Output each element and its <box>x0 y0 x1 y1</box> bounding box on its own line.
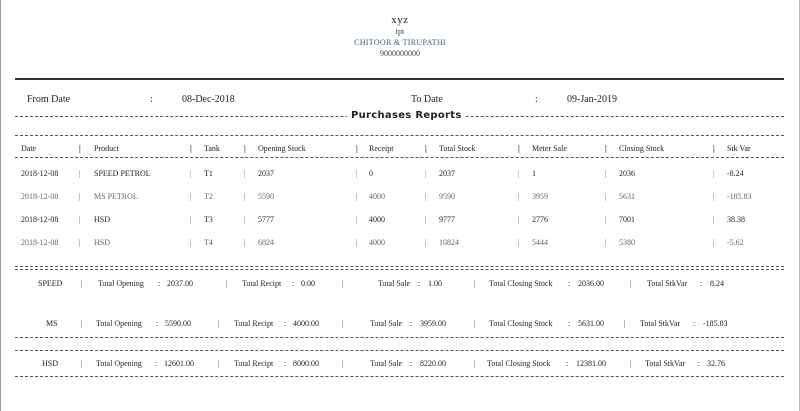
to-date-label: To Date <box>411 94 443 105</box>
summary-separator: : <box>284 319 287 328</box>
column-separator: | <box>713 215 715 224</box>
column-separator: | <box>474 279 476 288</box>
cell-closing-stock: 5380 <box>619 238 635 247</box>
column-separator: | <box>244 192 246 201</box>
column-separator: | <box>244 215 246 224</box>
cell-date: 2018-12-08 <box>21 238 59 247</box>
summary-opening-label: Total Opening <box>96 319 142 328</box>
column-separator: | <box>713 192 715 201</box>
cell-tank: T4 <box>204 238 213 247</box>
summary-separator: : <box>292 279 295 288</box>
summary-closing-label: Total Closing Stock <box>487 359 551 368</box>
report-title: Purchases Reports <box>347 110 466 121</box>
cell-date: 2018-12-08 <box>21 192 59 201</box>
column-separator: | <box>425 192 427 201</box>
summary-sale-value: 1.00 <box>428 279 442 288</box>
summary-receipt-label: Total Recipt <box>234 319 274 328</box>
cell-date: 2018-12-08 <box>21 169 59 178</box>
summary-closing-label: Total Closing Stock <box>489 279 553 288</box>
column-separator: | <box>342 319 344 328</box>
cell-date: 2018-12-08 <box>21 215 59 224</box>
column-separator: | <box>605 215 607 224</box>
from-date-value: 08-Dec-2018 <box>182 94 235 105</box>
cell-tank: T3 <box>204 215 213 224</box>
cell-total-stock: 9777 <box>439 215 455 224</box>
column-header-stk-var: Stk Var <box>727 144 751 153</box>
summary-separator: : <box>697 359 700 368</box>
summary-separator: : <box>693 319 696 328</box>
column-separator: | <box>630 279 632 288</box>
cell-closing-stock: 2036 <box>619 169 635 178</box>
column-separator: | <box>190 169 192 178</box>
summary-closing-value: 2036.00 <box>578 279 604 288</box>
table-top-divider <box>15 135 784 136</box>
summary-closing-value: 12381.00 <box>576 359 606 368</box>
summary-opening-value: 5590.00 <box>165 319 191 328</box>
summary-separator: : <box>158 279 161 288</box>
column-separator: | <box>244 144 246 153</box>
column-separator: | <box>226 279 228 288</box>
column-separator: | <box>79 169 81 178</box>
cell-total-stock: 10824 <box>439 238 459 247</box>
summary-var-value: -185.83 <box>703 319 728 328</box>
summary-receipt-value: 8000.00 <box>293 359 319 368</box>
summary-product: HSD <box>42 359 59 368</box>
column-header-opening-stock: Opening Stock <box>258 144 306 153</box>
column-separator: | <box>218 319 220 328</box>
summary-sale-label: Total Sale <box>378 279 411 288</box>
column-separator: | <box>425 169 427 178</box>
summary-product: SPEED <box>38 279 63 288</box>
column-separator: | <box>79 238 81 247</box>
column-header-tank: Tank <box>204 144 220 153</box>
column-separator: | <box>244 238 246 247</box>
cell-tank: T1 <box>204 169 213 178</box>
summary-var-label: Total StkVar <box>645 359 686 368</box>
from-date-separator: : <box>150 94 153 105</box>
summary-separator: : <box>410 319 413 328</box>
column-header-date: Date <box>21 144 37 153</box>
column-separator: | <box>81 359 83 368</box>
summary-sale-value: 3959.00 <box>420 319 446 328</box>
summary-separator: : <box>284 359 287 368</box>
column-separator: | <box>713 238 715 247</box>
company-line1: tpt <box>395 27 405 36</box>
summary-divider <box>15 266 784 267</box>
column-separator: | <box>79 215 81 224</box>
column-separator: | <box>356 192 358 201</box>
summary-separator: : <box>155 359 158 368</box>
summary-separator: : <box>156 319 159 328</box>
column-separator: | <box>81 279 83 288</box>
summary-separator: : <box>568 319 571 328</box>
summary-receipt-value: 4000.00 <box>293 319 319 328</box>
column-separator: | <box>218 359 220 368</box>
column-separator: | <box>518 238 520 247</box>
column-separator: | <box>190 238 192 247</box>
cell-product: SPEED PETROL <box>94 169 151 178</box>
column-separator: | <box>425 238 427 247</box>
column-separator: | <box>518 215 520 224</box>
from-date-label: From Date <box>27 94 71 105</box>
cell-product: MS PETROL <box>94 192 138 201</box>
cell-meter-sale: 5444 <box>532 238 548 247</box>
cell-product: HSD <box>94 238 111 247</box>
page-frame-left <box>0 0 1 411</box>
cell-receipt: 4000 <box>369 238 385 247</box>
column-separator: | <box>474 359 476 368</box>
summary-var-label: Total StkVar <box>647 279 688 288</box>
column-separator: | <box>605 192 607 201</box>
cell-opening-stock: 5590 <box>258 192 274 201</box>
cell-meter-sale: 1 <box>532 169 536 178</box>
company-address: CHITOOR & TIRUPATHI <box>354 38 446 47</box>
summary-separator: : <box>418 279 421 288</box>
summary-receipt-label: Total Recipt <box>242 279 282 288</box>
to-date-separator: : <box>535 94 538 105</box>
cell-opening-stock: 2037 <box>258 169 274 178</box>
summary-opening-value: 12601.00 <box>164 359 194 368</box>
summary-closing-label: Total Closing Stock <box>489 319 553 328</box>
summary-receipt-label: Total Recipt <box>234 359 274 368</box>
cell-meter-sale: 2776 <box>532 215 548 224</box>
summary-divider <box>15 350 784 351</box>
summary-separator: : <box>410 359 413 368</box>
column-separator: | <box>190 215 192 224</box>
company-name: xyz <box>391 14 409 26</box>
summary-var-value: 8.24 <box>710 279 724 288</box>
column-separator: | <box>624 319 626 328</box>
column-header-closing-stock: Closing Stock <box>619 144 665 153</box>
summary-sale-label: Total Sale <box>370 359 403 368</box>
company-header <box>0 14 800 59</box>
cell-product: HSD <box>94 215 111 224</box>
column-separator: | <box>342 359 344 368</box>
column-header-total-stock: Total Stock <box>439 144 476 153</box>
cell-stk-var: 38.38 <box>727 215 745 224</box>
summary-var-label: Total StkVar <box>640 319 681 328</box>
summary-var-value: 32.76 <box>707 359 725 368</box>
column-separator: | <box>79 192 81 201</box>
column-separator: | <box>713 144 715 153</box>
column-separator: | <box>356 169 358 178</box>
summary-opening-value: 2037.00 <box>167 279 193 288</box>
column-separator: | <box>81 319 83 328</box>
summary-divider <box>15 269 784 270</box>
column-separator: | <box>425 215 427 224</box>
column-separator: | <box>356 144 358 153</box>
summary-product: MS <box>46 319 58 328</box>
cell-total-stock: 2037 <box>439 169 455 178</box>
summary-opening-label: Total Opening <box>98 279 144 288</box>
cell-opening-stock: 5777 <box>258 215 274 224</box>
column-separator: | <box>79 144 81 153</box>
table-header-divider <box>15 157 784 158</box>
cell-stk-var: -185.83 <box>727 192 752 201</box>
column-header-receipt: Receipt <box>369 144 394 153</box>
column-separator: | <box>605 238 607 247</box>
summary-receipt-value: 0.00 <box>301 279 315 288</box>
column-header-meter-sale: Meter Sale <box>532 144 567 153</box>
summary-sale-value: 8220.00 <box>420 359 446 368</box>
column-separator: | <box>713 169 715 178</box>
column-separator: | <box>190 192 192 201</box>
column-separator: | <box>518 192 520 201</box>
cell-closing-stock: 5631 <box>619 192 635 201</box>
column-separator: | <box>190 144 192 153</box>
column-separator: | <box>605 144 607 153</box>
summary-separator: : <box>568 279 571 288</box>
cell-meter-sale: 3959 <box>532 192 548 201</box>
cell-receipt: 4000 <box>369 192 385 201</box>
summary-separator: : <box>700 279 703 288</box>
cell-stk-var: -5.62 <box>727 238 744 247</box>
cell-closing-stock: 7001 <box>619 215 635 224</box>
summary-closing-value: 5631.00 <box>578 319 604 328</box>
column-separator: | <box>425 144 427 153</box>
header-divider <box>15 78 784 80</box>
cell-tank: T2 <box>204 192 213 201</box>
column-separator: | <box>342 279 344 288</box>
column-separator: | <box>244 169 246 178</box>
column-separator: | <box>518 144 520 153</box>
column-separator: | <box>356 215 358 224</box>
cell-receipt: 0 <box>369 169 373 178</box>
summary-sale-label: Total Sale <box>370 319 403 328</box>
cell-stk-var: -8.24 <box>727 169 744 178</box>
column-header-product: Product <box>94 144 119 153</box>
summary-separator: : <box>566 359 569 368</box>
column-separator: | <box>474 319 476 328</box>
to-date-value: 09-Jan-2019 <box>567 94 617 105</box>
column-separator: | <box>630 359 632 368</box>
cell-total-stock: 9590 <box>439 192 455 201</box>
cell-opening-stock: 6824 <box>258 238 274 247</box>
column-separator: | <box>518 169 520 178</box>
summary-divider <box>15 337 784 338</box>
column-separator: | <box>356 238 358 247</box>
column-separator: | <box>605 169 607 178</box>
summary-opening-label: Total Opening <box>96 359 142 368</box>
cell-receipt: 4000 <box>369 215 385 224</box>
company-phone: 9000000000 <box>380 49 420 58</box>
summary-divider <box>15 376 784 377</box>
